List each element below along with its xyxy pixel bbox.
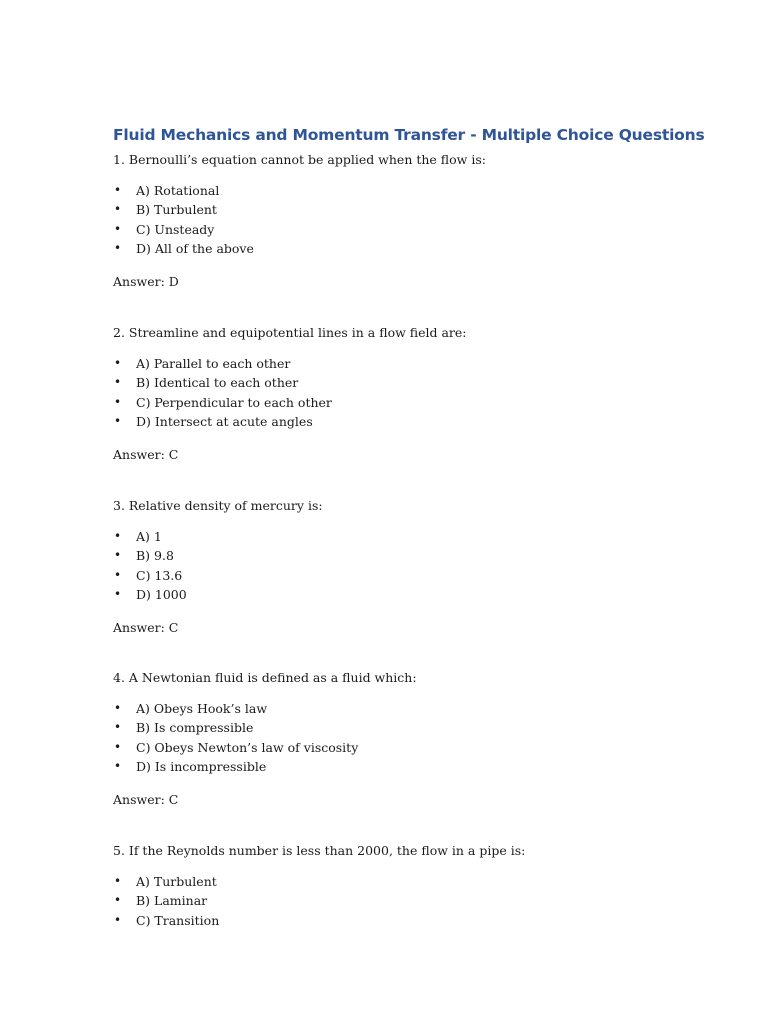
bullet-icon: • [114, 739, 122, 754]
option-list [113, 527, 733, 605]
question-block [113, 841, 733, 930]
option-list [113, 872, 733, 930]
question-block [113, 496, 733, 638]
option-item [113, 220, 733, 239]
question-block [113, 668, 733, 810]
option-item [113, 566, 733, 585]
bullet-icon: • [114, 587, 122, 602]
question-block [113, 150, 733, 292]
option-label: A) Rotational [136, 183, 220, 198]
option-label: B) Turbulent [136, 202, 217, 218]
bullet-icon: • [114, 912, 122, 927]
document-page [113, 124, 733, 928]
option-item [113, 699, 733, 718]
option-label: C) 13.6 [136, 567, 183, 583]
option-item [113, 911, 733, 930]
option-label: C) Perpendicular to each other [136, 394, 332, 410]
option-label: B) Identical to each other [136, 375, 299, 391]
bullet-icon: • [114, 183, 122, 197]
option-label: A) Obeys Hook’s law [136, 701, 268, 716]
option-item [113, 527, 733, 546]
option-label: A) Parallel to each other [136, 356, 291, 371]
bullet-icon: • [114, 720, 122, 735]
option-label: A) 1 [136, 529, 162, 544]
option-item [113, 181, 733, 200]
option-label: D) 1000 [136, 587, 187, 603]
option-item [113, 393, 733, 412]
bullet-icon: • [114, 202, 122, 217]
option-list [113, 699, 733, 777]
bullet-icon: • [114, 356, 122, 370]
answer-text: Answer: C [113, 446, 179, 462]
option-label: B) Laminar [136, 893, 208, 909]
bullet-icon: • [114, 414, 122, 429]
answer-text: Answer: C [113, 791, 179, 807]
bullet-icon: • [114, 375, 122, 390]
option-label: C) Unsteady [136, 221, 215, 237]
option-item [113, 354, 733, 373]
option-label: D) All of the above [136, 241, 254, 257]
question-block [113, 323, 733, 465]
option-label: A) Turbulent [136, 874, 217, 889]
bullet-icon: • [114, 529, 122, 543]
bullet-icon: • [114, 874, 122, 888]
question-text: 3. Relative density of mercury is: [113, 498, 323, 513]
option-label: B) Is compressible [136, 720, 254, 736]
bullet-icon: • [114, 394, 122, 409]
option-item [113, 738, 733, 757]
answer-text: Answer: C [113, 619, 179, 635]
option-item [113, 412, 733, 431]
question-text: 1. Bernoulli’s equation cannot be applied when the flow is: [113, 152, 486, 167]
question-text: 5. If the Reynolds number is less than 2000, the flow in a pipe is: [113, 843, 526, 858]
option-item [113, 757, 733, 776]
option-label: C) Transition [136, 912, 220, 928]
option-item [113, 585, 733, 604]
question-text: 4. A Newtonian fluid is defined as a fluid which: [113, 670, 417, 685]
option-item [113, 239, 733, 258]
option-label: B) 9.8 [136, 548, 174, 564]
document-title: Fluid Mechanics and Momentum Transfer - Multiple Choice Questions [113, 126, 705, 144]
bullet-icon: • [114, 221, 122, 236]
option-list [113, 354, 733, 432]
option-label: D) Intersect at acute angles [136, 414, 313, 430]
question-text: 2. Streamline and equipotential lines in a flow field are: [113, 325, 467, 340]
answer-text: Answer: D [113, 273, 179, 289]
option-item [113, 891, 733, 910]
bullet-icon: • [114, 567, 122, 582]
bullet-icon: • [114, 548, 122, 563]
option-item [113, 718, 733, 737]
bullet-icon: • [114, 893, 122, 908]
bullet-icon: • [114, 701, 122, 715]
option-item [113, 373, 733, 392]
bullet-icon: • [114, 241, 122, 256]
bullet-icon: • [114, 759, 122, 774]
option-list [113, 181, 733, 259]
option-item [113, 200, 733, 219]
option-label: D) Is incompressible [136, 759, 267, 775]
option-item [113, 872, 733, 891]
option-item [113, 546, 733, 565]
option-label: C) Obeys Newton’s law of viscosity [136, 739, 359, 755]
